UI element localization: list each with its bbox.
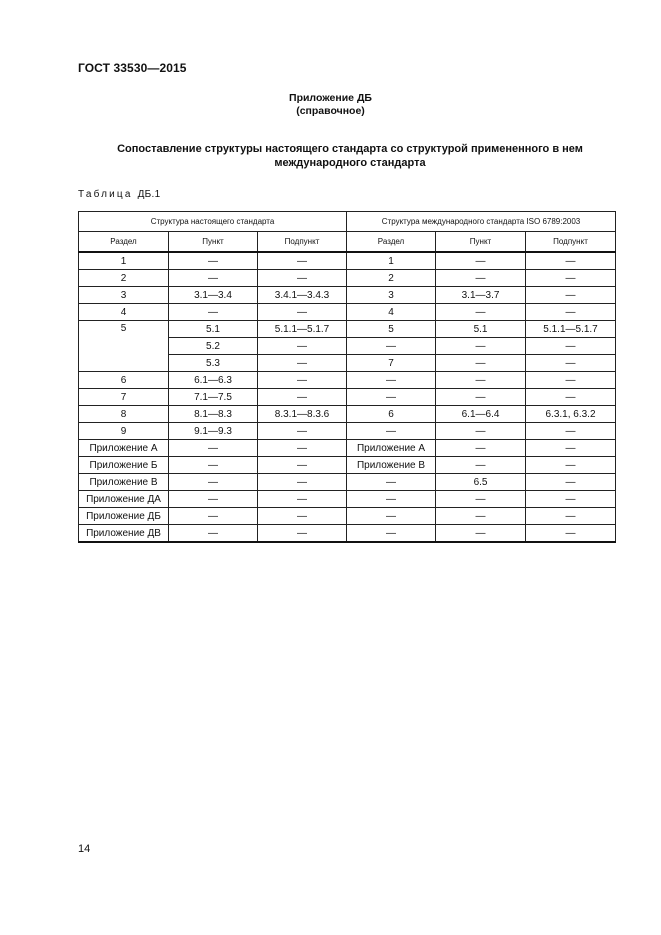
table-row	[79, 406, 616, 423]
table-cell: —	[526, 440, 616, 457]
column-header: Пункт	[436, 232, 526, 253]
page-number: 14	[78, 843, 91, 855]
table-row	[79, 252, 616, 270]
table-cell: 6.1—6.3	[169, 372, 258, 389]
table-cell: Приложение ДВ	[79, 525, 169, 543]
table-cell: 3.4.1—3.4.3	[258, 287, 347, 304]
table-row	[79, 474, 616, 491]
group-header-this-standard: Структура настоящего стандарта	[79, 212, 347, 232]
table-cell: 7.1—7.5	[169, 389, 258, 406]
table-cell: Приложение В	[79, 474, 169, 491]
table-cell: —	[169, 525, 258, 543]
table-cell: —	[436, 508, 526, 525]
table-cell: 8	[79, 406, 169, 423]
table-cell: 3.1—3.7	[436, 287, 526, 304]
table-cell: —	[258, 355, 347, 372]
table-cell: 7	[347, 355, 436, 372]
table-row	[79, 389, 616, 406]
table-cell: —	[258, 252, 347, 270]
table-cell: —	[526, 508, 616, 525]
annex-caption-line-2: международного стандарта	[274, 157, 426, 169]
table-cell: —	[347, 508, 436, 525]
table-cell: —	[526, 389, 616, 406]
table-row	[79, 423, 616, 440]
table-cell: —	[258, 304, 347, 321]
table-cell: —	[436, 389, 526, 406]
table-cell: —	[526, 372, 616, 389]
column-header: Пункт	[169, 232, 258, 253]
table-cell: —	[347, 423, 436, 440]
table-cell: —	[436, 423, 526, 440]
table-cell: 4	[347, 304, 436, 321]
table-cell: —	[258, 508, 347, 525]
table-cell: —	[347, 491, 436, 508]
table-cell: 5.3	[169, 355, 258, 372]
table-cell: —	[169, 252, 258, 270]
table-cell: Приложение В	[347, 457, 436, 474]
table-cell: —	[526, 525, 616, 543]
table-cell: 3.1—3.4	[169, 287, 258, 304]
table-cell: 2	[347, 270, 436, 287]
table-row	[79, 508, 616, 525]
table-row	[79, 270, 616, 287]
table-cell: —	[258, 270, 347, 287]
table-cell: 5.1	[436, 321, 526, 338]
table-cell: —	[526, 338, 616, 355]
table-cell: 9	[79, 423, 169, 440]
table-body	[79, 252, 616, 542]
table-cell: —	[169, 474, 258, 491]
table-cell: —	[526, 423, 616, 440]
table-row	[79, 321, 616, 338]
table-cell: 5.1	[169, 321, 258, 338]
table-row	[79, 491, 616, 508]
table-cell: —	[169, 304, 258, 321]
table-cell: —	[436, 270, 526, 287]
table-cell: 6.3.1, 6.3.2	[526, 406, 616, 423]
table-cell: —	[169, 508, 258, 525]
table-cell: 6.1—6.4	[436, 406, 526, 423]
table-cell: —	[258, 491, 347, 508]
table-row	[79, 457, 616, 474]
table-cell: —	[436, 338, 526, 355]
table-cell: —	[526, 304, 616, 321]
table-cell: —	[258, 338, 347, 355]
table-cell: —	[436, 525, 526, 543]
annex-heading	[0, 92, 661, 118]
comparison-table	[78, 211, 616, 543]
table-caption	[78, 189, 160, 200]
table-cell: 5.1.1—5.1.7	[526, 321, 616, 338]
annex-title: Приложение ДБ	[289, 92, 372, 104]
table-cell: —	[169, 270, 258, 287]
table-cell: 9.1—9.3	[169, 423, 258, 440]
table-row	[79, 372, 616, 389]
table-cell: —	[436, 491, 526, 508]
table-cell: —	[436, 372, 526, 389]
table-cell: —	[526, 355, 616, 372]
table-cell: —	[436, 355, 526, 372]
table-cell: 7	[79, 389, 169, 406]
table-cell: —	[347, 372, 436, 389]
column-header: Раздел	[79, 232, 169, 253]
table-cell: 3	[79, 287, 169, 304]
table-cell: —	[169, 457, 258, 474]
table-cell: —	[526, 457, 616, 474]
table-cell: 6	[347, 406, 436, 423]
table-cell: Приложение Б	[79, 457, 169, 474]
table-cell: 3	[347, 287, 436, 304]
table-caption-number: ДБ.1	[137, 189, 161, 200]
table-row	[79, 440, 616, 457]
table-cell: —	[526, 474, 616, 491]
table-cell: —	[347, 389, 436, 406]
table-cell: —	[526, 252, 616, 270]
table-cell: —	[347, 525, 436, 543]
annex-subtitle: (справочное)	[296, 105, 365, 117]
table-cell: —	[258, 457, 347, 474]
table-cell: —	[258, 525, 347, 543]
table-cell: —	[436, 304, 526, 321]
table-cell: 6	[79, 372, 169, 389]
document-code: ГОСТ 33530—2015	[78, 61, 187, 75]
table-cell: —	[169, 491, 258, 508]
table-cell: —	[347, 474, 436, 491]
annex-caption-line-1: Сопоставление структуры настоящего стандарта со структурой примененного в нем	[117, 143, 583, 155]
column-header: Раздел	[347, 232, 436, 253]
table-cell: —	[258, 474, 347, 491]
table-cell: Приложение А	[79, 440, 169, 457]
table-cell: —	[258, 440, 347, 457]
table-cell: —	[436, 252, 526, 270]
table-row	[79, 287, 616, 304]
table-cell: 4	[79, 304, 169, 321]
table-caption-word: Таблица	[78, 189, 133, 200]
table-cell: —	[169, 440, 258, 457]
table-cell: 6.5	[436, 474, 526, 491]
column-header: Подпункт	[258, 232, 347, 253]
table-cell: —	[526, 270, 616, 287]
table-cell: —	[526, 491, 616, 508]
table-cell: 1	[79, 252, 169, 270]
table-cell: 8.1—8.3	[169, 406, 258, 423]
table-cell: —	[436, 440, 526, 457]
table-cell: 5.2	[169, 338, 258, 355]
table-cell: —	[347, 338, 436, 355]
table-cell: 5.1.1—5.1.7	[258, 321, 347, 338]
group-header-iso-standard: Структура международного стандарта ISO 6789:2003	[347, 212, 616, 232]
table-cell: 5	[347, 321, 436, 338]
table-cell: Приложение ДА	[79, 491, 169, 508]
table-row	[79, 525, 616, 543]
table-cell: Приложение ДБ	[79, 508, 169, 525]
table-row	[79, 304, 616, 321]
table-cell: —	[258, 423, 347, 440]
column-header: Подпункт	[526, 232, 616, 253]
table-cell: —	[258, 389, 347, 406]
annex-caption	[90, 142, 610, 170]
table-cell: 5	[79, 321, 169, 372]
table-cell: —	[258, 372, 347, 389]
table-cell: 1	[347, 252, 436, 270]
table-cell: 8.3.1—8.3.6	[258, 406, 347, 423]
table-cell: —	[526, 287, 616, 304]
table-cell: —	[436, 457, 526, 474]
table-cell: 2	[79, 270, 169, 287]
table-cell: Приложение А	[347, 440, 436, 457]
